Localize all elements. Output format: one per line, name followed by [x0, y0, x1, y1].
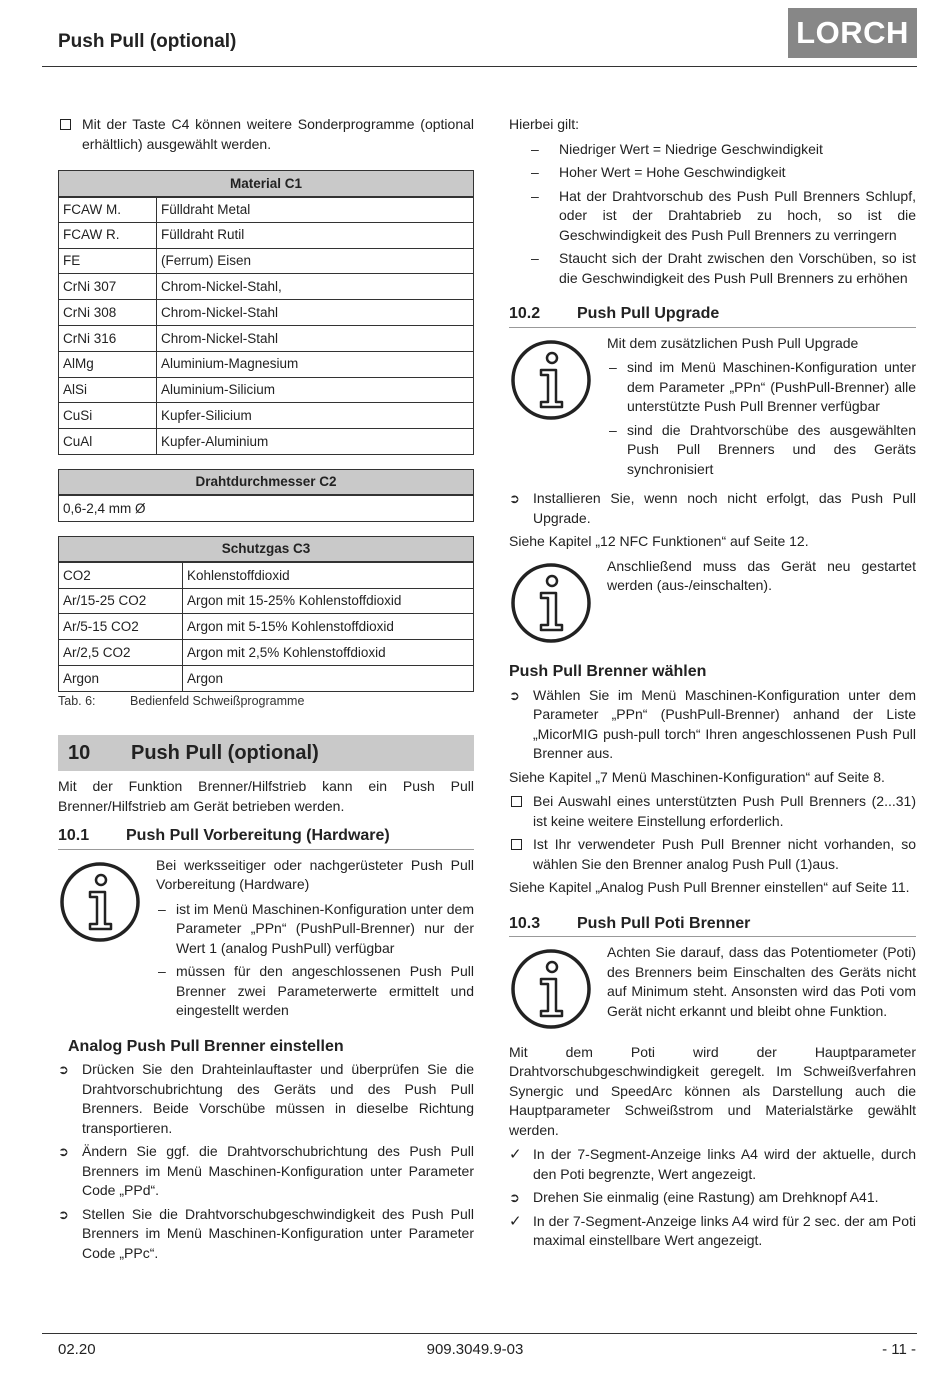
table-caption: Tab. 6: Bedienfeld Schweißprogramme: [58, 693, 305, 708]
arrow-icon: ➲: [58, 1206, 69, 1222]
info-icon: [509, 943, 607, 1037]
list-item: ➲ Installieren Sie, wenn noch nicht erfolgt, das Push Pull Upgrade.: [509, 490, 916, 526]
list-item: ➲ Stellen Sie die Drahtvorschubgeschwindigkeit des Push Pull Brenners im Menü Maschinen-Konfiguration unter Parameter Code „PPc“.: [58, 1205, 474, 1261]
list-item: ➲ Ändern Sie ggf. die Drahtvorschubrichtung des Push Pull Brenners im Menü Maschinen-Konfiguration unter Parameter Code „PPd“.: [58, 1143, 474, 1199]
check-icon: ✓: [509, 1212, 522, 1230]
checkbox-icon: [509, 835, 529, 856]
list-item: ✓ In der 7-Segment-Anzeige links A4 wird der aktuelle, durch den Poti begrenzte, Wert angezeigt.: [509, 1146, 916, 1182]
list-item: – Hoher Wert = Hohe Geschwindigkeit: [531, 164, 786, 180]
table-row: Ar/15-25 CO2 Argon mit 15-25% Kohlenstoffdioxid: [59, 588, 474, 614]
arrow-icon: ➲: [509, 491, 520, 506]
table-row: AlMg Aluminium-Magnesium: [59, 351, 474, 377]
info-note: Anschließend muss das Gerät neu gestartet werden (aus-/einschalten).: [509, 557, 916, 651]
info-note: Bei werksseitiger oder nachgerüsteter Push Pull Vorbereitung (Hardware) – ist im Menü Maschinen-Konfiguration unter dem Parameter „PPn“ (PushPull-Brenner) nur der Wert 1 (analog PushPull) verfügbar – müssen für den angeschlossenen Push Pull Brenner zwei Parameterwerte ermittelt und eingestellt werden: [58, 856, 474, 1025]
list-item: – ist im Menü Maschinen-Konfiguration unter dem Parameter „PPn“ (PushPull-Brenner) nur der Wert 1 (analog PushPull) verfügbar: [158, 900, 474, 956]
footer-date: 02.20: [58, 1341, 96, 1358]
arrow-icon: ➲: [509, 687, 520, 703]
table-row: FCAW R. Fülldraht Rutil: [59, 222, 474, 248]
table-row: CO2 Kohlenstoffdioxid: [59, 562, 474, 588]
shielding-gas-table: [58, 536, 474, 692]
page-title: Push Pull (optional): [58, 31, 237, 52]
left-column: [58, 115, 474, 1267]
header-divider: [42, 66, 917, 67]
info-note: Mit dem zusätzlichen Push Pull Upgrade – sind im Menü Maschinen-Konfiguration unter dem Parameter „PPn“ (PushPull-Brenner) alle unterstützte Push Pull Brenner verfügbar – sind die Drahtvorschübe des ausgewählten Push Pull Brenners und des Geräts synchronisiert: [509, 334, 916, 484]
list-item: Ist Ihr verwendeter Push Pull Brenner nicht vorhanden, so wählen Sie den Brenner analog Push Pull (1)aus.: [509, 835, 916, 874]
lorch-logo: LORCH: [788, 8, 917, 58]
table-row: Ar/5-15 CO2 Argon mit 5-15% Kohlenstoffdioxid: [59, 614, 474, 640]
subheading-analog: Analog Push Pull Brenner einstellen: [68, 1037, 344, 1055]
cross-reference: Siehe Kapitel „Analog Push Pull Brenner einstellen“ auf Seite 11.: [509, 879, 910, 895]
list-item: – sind im Menü Maschinen-Konfiguration unter dem Parameter „PPn“ (PushPull-Brenner) alle unterstützte Push Pull Brenner verfügbar: [609, 359, 916, 414]
table-row: CuSi Kupfer-Silicium: [59, 403, 474, 429]
list-item: Mit der Taste C4 können weitere Sonderprogramme (optional erhältlich) ausgewählt werden.: [58, 115, 474, 154]
list-item: – Niedriger Wert = Niedrige Geschwindigkeit: [531, 140, 823, 157]
footer-page-number: - 11 -: [882, 1341, 916, 1358]
cross-reference: Siehe Kapitel „12 NFC Funktionen“ auf Seite 12.: [509, 533, 809, 549]
list-item: Bei Auswahl eines unterstützten Push Pull Brenners (2...31) ist keine weitere Einstellung erforderlich.: [509, 792, 916, 831]
table-row: CrNi 308 Chrom-Nickel-Stahl: [59, 300, 474, 326]
table-row: 0,6-2,4 mm Ø: [59, 495, 474, 521]
table-row: CrNi 307 Chrom-Nickel-Stahl,: [59, 274, 474, 300]
wire-diameter-table: [58, 469, 474, 522]
footer-divider: [42, 1333, 917, 1334]
info-icon: [509, 557, 607, 651]
section-heading-10-2: 10.2 Push Pull Upgrade: [509, 304, 916, 328]
table-row: FCAW M. Fülldraht Metal: [59, 197, 474, 223]
list-item: – Hat der Drahtvorschub des Push Pull Brenners Schlupf, oder ist der Drahtabrieb zu hoch, so ist die Geschwindigkeit des Push Pull Brenners zu verringern: [531, 187, 916, 243]
section-text: Mit der Funktion Brenner/Hilfstrieb kann ein Push Pull Brenner/Hilfstrieb am Gerät betrieben werden.: [58, 778, 474, 814]
table-row: CuAl Kupfer-Aluminium: [59, 429, 474, 455]
table-header: Material C1: [59, 171, 474, 197]
list-item: – Staucht sich der Draht zwischen den Vorschüben, so ist die Geschwindigkeit des Push Pull Brenners zu erhöhen: [531, 250, 916, 286]
footer-docnum: 909.3049.9-03: [426, 1341, 524, 1358]
subheading-select-burner: Push Pull Brenner wählen: [509, 663, 707, 680]
section-heading-10: 10 Push Pull (optional): [58, 735, 474, 771]
section-heading-10-3: 10.3 Push Pull Poti Brenner: [509, 914, 916, 938]
table-row: AlSi Aluminium-Silicium: [59, 377, 474, 403]
table-header: Schutzgas C3: [59, 536, 474, 562]
table-row: Ar/2,5 CO2 Argon mit 2,5% Kohlenstoffdioxid: [59, 640, 474, 666]
list-item: – sind die Drahtvorschübe des ausgewählten Push Pull Brenners und des Geräts synchronisiert: [609, 421, 916, 477]
arrow-icon: ➲: [509, 1190, 520, 1205]
cross-reference: Siehe Kapitel „7 Menü Maschinen-Konfiguration“ auf Seite 8.: [509, 768, 885, 785]
info-icon: [58, 856, 156, 1025]
right-column: Hierbei gilt: – Niedriger Wert = Niedrige Geschwindigkeit – Hoher Wert = Hohe Geschwindigkeit – Hat der Drahtvorschub des Push Pull Brenners Schlupf, oder ist der Drahtabrieb zu hoch, so ist die Geschwindigkeit des Push Pull Brenners zu verringern – Staucht sich der Draht zwischen den Vorschüben, so ist die Geschwindigkeit des Push Pull Brenners zu erhöhen 10.2 Push Pull Upgrade Mit dem zusätzlichen Push Pull Upgrade – sind im Menü Maschinen-Konfiguration unter dem Parameter „PPn“ (PushPull-Brenner) alle unterstützte Push Pull Brenner verfügbar – sind die Drahtvorschübe des ausgewählten Push Pull Brenners und des Geräts synchronisiert ➲ Installieren Sie, wenn noch nicht erfolgt, das Push Pull Upgrade. Siehe Kapitel „12 NFC Funktionen“ auf Seite 12. Anschließend muss das Gerät neu gestartet werden (aus-/einschalten). Push Pull Brenner wählen ➲ Wählen Sie im Menü Maschinen-Konfiguration unter dem Parameter „PPn“ (PushPull-Brenner) anhand der Liste „MicorMIG push-pull torch“ Ihren angeschlossenen Push Pull Brenner aus. Siehe Kapitel „7 Menü Maschinen-Konfiguration“ auf Seite 8. Bei Auswahl eines unterstützten Push Pull Brenners (2...31) ist keine weitere Einstellung erforderlich. Ist Ihr verwendeter Push Pull Brenner nicht vorhanden, so wählen Sie den Brenner analog Push Pull (1)aus. Siehe Kapitel „Analog Push Pull Brenner einstellen“ auf Seite 11. 10.3 Push Pull Poti Brenner Achten Sie darauf, dass das Potentiometer (Poti) des Brenners beim Einschalten des Geräts nicht auf Minimum steht. Ansonsten wird das Poti vom Gerät nicht erkannt und bleibt ohne Funktion. Mit dem Poti wird der Hauptparameter Drahtvorschubgeschwindigkeit geregelt. Im Schweißverfahren Synergic und SpeedArc können als Darstellung auch die Hauptparameter Schweißstrom und Materialstärke gewählt werden. ✓ In der 7-Segment-Anzeige links A4 wird der aktuelle, durch den Poti begrenzte, Wert angezeigt. ➲ Drehen Sie einmalig (eine Rastung) am Drehknopf A41. ✓ In der 7-Segment-Anzeige links A4 wird für 2 sec. der am Poti maximal einstellbare Wert angezeigt.: [509, 115, 916, 1255]
table-row: FE (Ferrum) Eisen: [59, 248, 474, 274]
list-item: ➲ Wählen Sie im Menü Maschinen-Konfiguration unter dem Parameter „PPn“ (PushPull-Brenner) anhand der Liste „MicorMIG push-pull torch“ Ihren angeschlossenen Push Pull Brenner aus.: [509, 686, 916, 761]
check-icon: ✓: [509, 1146, 522, 1163]
checkbox-icon: [58, 115, 78, 136]
list-item: – müssen für den angeschlossenen Push Pull Brenner zwei Parameterwerte ermittelt und eingestellt werden: [158, 963, 474, 1019]
checkbox-icon: [509, 792, 529, 813]
list-item: ➲ Drücken Sie den Drahteinlauftaster und überprüfen Sie die Drahtvorschubrichtung des Geräts und des Push Pull Brenners. Beide Vorschübe müssen in dieselbe Richtung transportieren.: [58, 1061, 474, 1136]
material-table: [58, 170, 474, 455]
info-note: Achten Sie darauf, dass das Potentiometer (Poti) des Brenners beim Einschalten des Geräts nicht auf Minimum steht. Ansonsten wird das Poti vom Gerät nicht erkannt und bleibt ohne Funktion.: [509, 943, 916, 1037]
list-item: ➲ Drehen Sie einmalig (eine Rastung) am Drehknopf A41.: [509, 1188, 916, 1208]
table-header: Drahtdurchmesser C2: [59, 469, 474, 495]
section-heading-10-1: 10.1 Push Pull Vorbereitung (Hardware): [58, 826, 474, 850]
list-item: ✓ In der 7-Segment-Anzeige links A4 wird für 2 sec. der am Poti maximal einstellbare Wert angezeigt.: [509, 1212, 916, 1248]
section-text: Mit dem Poti wird der Hauptparameter Drahtvorschubgeschwindigkeit geregelt. Im Schweißverfahren Synergic und SpeedArc können als Darstellung auch die Hauptparameter Schweißstrom und Materialstärke gewählt werden.: [509, 1043, 916, 1138]
arrow-icon: ➲: [58, 1062, 69, 1078]
arrow-icon: ➲: [58, 1144, 69, 1160]
info-icon: [509, 334, 607, 484]
table-row: CrNi 316 Chrom-Nickel-Stahl: [59, 325, 474, 351]
table-row: Argon Argon: [59, 665, 474, 691]
